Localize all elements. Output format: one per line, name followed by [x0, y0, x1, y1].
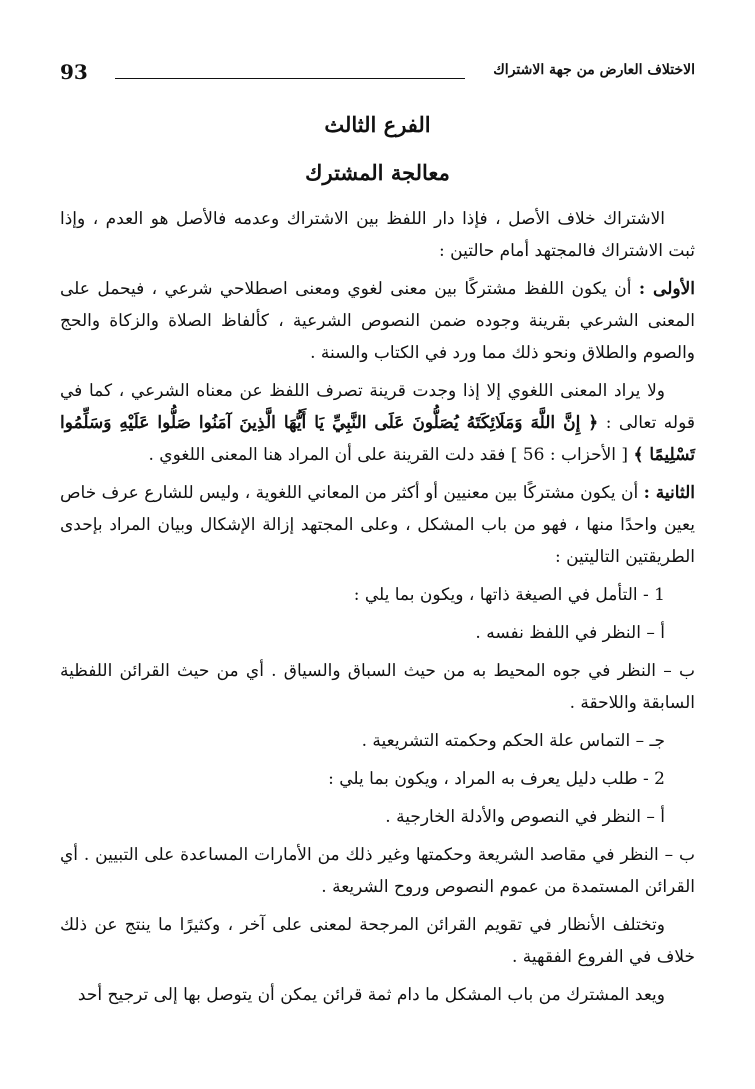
list-item-2a: أ – النظر في النصوص والأدلة الخارجية .	[385, 807, 665, 827]
running-title: الاختلاف العارض من جهة الاشتراك	[493, 62, 695, 78]
paragraph-differences: وتختلف الأنظار في تقويم القرائن المرجحة لمعنى على آخر ، وكثيرًا ما ينتج عن ذلك خلاف في الفروع الفقهية .	[60, 915, 695, 967]
body-text	[60, 203, 695, 1017]
page-number: 93	[60, 60, 88, 84]
list-item-1b: ب – النظر في جوه المحيط به من حيث السباق والسياق . أي من حيث القرائن اللفظية السابقة واللاحقة .	[60, 661, 695, 713]
linguistic-text-a: ولا يراد المعنى اللغوي إلا إذا وجدت قرينة تصرف اللفظ عن معناه الشرعي ، كما في قوله تعالى :	[60, 381, 695, 433]
header-rule	[115, 78, 465, 79]
list-item-1a: أ – النظر في اللفظ نفسه .	[475, 623, 665, 643]
second-case-text: أن يكون مشتركًا بين معنيين أو أكثر من المعاني اللغوية ، وليس للشارع عرف خاص يعين واحدًا منها ، فهو من باب المشكل ، وعلى المجتهد إزالة الإشكال وبيان المراد بإحدى الطريقتين التاليتين :	[60, 483, 695, 567]
first-case-label: الأولى :	[638, 279, 695, 299]
paragraph-closing: ويعد المشترك من باب المشكل ما دام ثمة قرائن يمكن أن يتوصل بها إلى ترجيح أحد	[77, 985, 665, 1005]
paragraph-linguistic-meaning	[60, 375, 695, 471]
paragraph-first-case	[60, 273, 695, 369]
section-heading: الفرع الثالث	[324, 112, 431, 137]
list-item-1c: جـ – التماس علة الحكم وحكمته التشريعية .	[361, 731, 665, 751]
quran-verse: ﴿ إِنَّ اللَّهَ وَمَلَائِكَتَهُ يُصَلُّونَ عَلَى النَّبِيِّ يَا أَيُّهَا الَّذِينَ آمَنُوا صَلُّوا عَلَيْهِ وَسَلِّمُوا تَسْلِيمًا ﴾	[60, 413, 695, 465]
book-page	[60, 48, 695, 1069]
paragraph-intro: الاشتراك خلاف الأصل ، فإذا دار اللفظ بين الاشتراك وعدمه فالأصل هو العدم ، وإذا ثبت الاشتراك فالمجتهد أمام حالتين :	[60, 209, 695, 261]
linguistic-text-b: [ الأحزاب : 56 ] فقد دلت القرينة على أن المراد هنا المعنى اللغوي .	[148, 445, 634, 465]
page-header	[60, 62, 695, 90]
list-item-2: 2 - طلب دليل يعرف به المراد ، ويكون بما يلي :	[328, 769, 665, 789]
list-item-1: 1 - التأمل في الصيغة ذاتها ، ويكون بما يلي :	[353, 585, 665, 605]
section-subheading: معالجة المشترك	[305, 160, 450, 185]
list-item-2b: ب – النظر في مقاصد الشريعة وحكمتها وغير ذلك من الأمارات المساعدة على التبيين . أي القرائن المستمدة من عموم النصوص وروح الشريعة .	[60, 845, 695, 897]
first-case-text: أن يكون اللفظ مشتركًا بين معنى لغوي ومعنى اصطلاحي شرعي ، فيحمل على المعنى الشرعي بقرينة وجوده ضمن النصوص الشرعية ، كألفاظ الصلاة والزكاة والحج والصوم والطلاق ونحو ذلك مما ورد في الكتاب والسنة .	[60, 279, 695, 363]
second-case-label: الثانية :	[643, 483, 695, 503]
paragraph-second-case	[60, 477, 695, 573]
